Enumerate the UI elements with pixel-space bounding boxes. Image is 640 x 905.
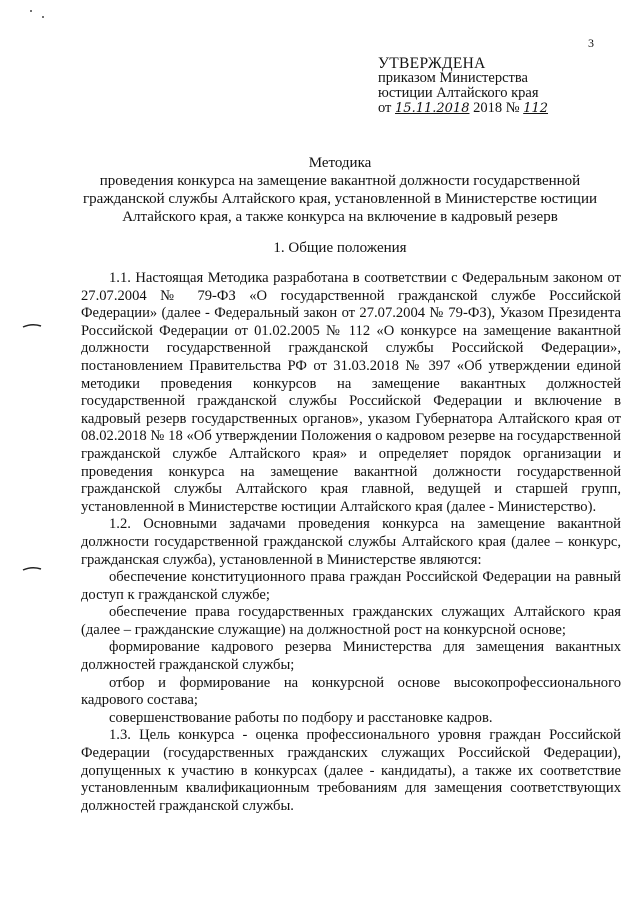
list-item: отбор и формирование на конкурсной основе высокопрофессионального кадрового состава; (81, 674, 621, 709)
title-line-2: проведения конкурса на замещение вакантной должности государственной (99, 173, 581, 189)
list-item: обеспечение права государственных гражданских служащих Алтайского края (далее – гражданские служащие) на должностной рост на конкурсной основе; (81, 604, 621, 638)
section-title: 1. Общие положения (273, 240, 407, 256)
approval-line-2: юстиции Алтайского края (378, 85, 539, 101)
approval-year: 2018 № (473, 100, 520, 116)
approval-heading: УТВЕРЖДЕНА (378, 55, 486, 72)
list-item: формирование кадрового резерва Министерства для замещения вакантных должностей гражданской службы; (81, 639, 621, 674)
page-number: 3 (588, 36, 594, 50)
title-line-4: Алтайского края, а также конкурса на включение в кадровый резерв (122, 209, 558, 225)
approval-date-line (378, 101, 548, 116)
paragraph-1-1: 1.1. Настоящая Методика разработана в соответствии с Федеральным законом от 27.07.2004 № 79-ФЗ «О государственной гражданской службе Российской Федерации» (далее - Федеральный закон от 27.07.2004 № 79-ФЗ), Указом Президента Российской Федерации от 01.02.2005 № 112 «О конкурсе на замещение вакантной должности государственной гражданской службы Российской Федерации», постановлением Правительства РФ от 31.03.2018 № 397 «Об утверждении единой методики проведения конкурсов на замещение вакантных должностей государственной гражданской службы Российской Федерации и включение в кадровый резерв государственных органов», указом Губернатора Алтайского края от 08.02.2018 № 18 «Об утверждении Положения о кадровом резерве на государственной гражданской службе Алтайского края» и определяет порядок организации и проведения конкурса на замещение вакантной должности государственной гражданской службы Алтайского края главной, ведущей и старшей групп, установленной в Министерстве юстиции Алтайского края (далее - Министерство). (81, 270, 621, 515)
scan-speck (30, 10, 32, 12)
list-item: обеспечение конституционного права граждан Российской Федерации на равный доступ к гражданской службе; (81, 569, 621, 603)
document-body (81, 270, 621, 815)
approval-line-1: приказом Министерства (378, 70, 528, 86)
title-line-3: гражданской службы Алтайского края, установленной в Министерстве юстиции (82, 191, 598, 207)
paragraph-1-2: 1.2. Основными задачами проведения конкурса на замещение вакантной должности государственной гражданской службы Алтайского края (далее – конкурс, гражданская служба), установленной в Министерстве являются: (81, 516, 621, 568)
punch-hole-mark (22, 566, 42, 571)
scan-speck (42, 16, 44, 18)
paragraph-1-3: 1.3. Цель конкурса - оценка профессионального уровня граждан Российской Федерации (государственных гражданских служащих Российской Федерации), допущенных к участию в конкурсах (далее - кандидаты), а также их соответствие установленным квалификационным требованиям для замещения соответствующих должностей гражданской службы. (81, 727, 621, 814)
document-title (60, 154, 620, 226)
approval-date-prefix: от (378, 100, 392, 116)
title-line-1: Методика (308, 155, 372, 171)
approval-stamp-block (378, 56, 548, 116)
list-item: совершенствование работы по подбору и расстановке кадров. (109, 709, 493, 726)
handwritten-order-number: 112 (523, 101, 549, 116)
handwritten-date: 15.11.2018 (395, 101, 470, 116)
punch-hole-mark (22, 323, 42, 328)
